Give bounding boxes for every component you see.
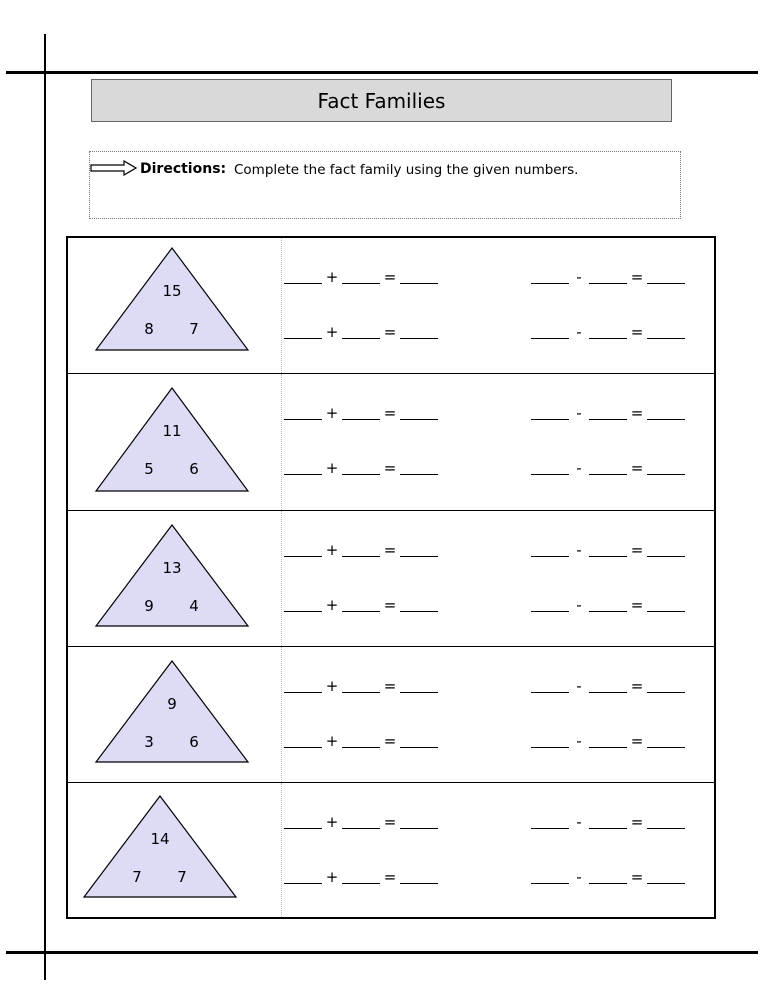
subtraction-equation (531, 460, 685, 475)
answer-blank[interactable] (284, 869, 322, 884)
equals-sign: = (383, 323, 397, 341)
triangle-right-number: 6 (189, 733, 199, 751)
subtraction-equation (531, 814, 685, 829)
subtraction-equation (531, 597, 685, 612)
answer-blank[interactable] (589, 733, 627, 748)
minus-sign: - (576, 813, 582, 831)
triangle-top-number: 15 (162, 282, 182, 300)
answer-blank[interactable] (647, 597, 685, 612)
answer-blank[interactable] (342, 678, 380, 693)
triangle-left-number: 3 (144, 733, 154, 751)
number-triangle (96, 374, 256, 498)
answer-blank[interactable] (647, 678, 685, 693)
plus-sign: + (325, 404, 339, 422)
directions-text: Complete the fact family using the given numbers. (234, 162, 579, 178)
subtraction-equation (531, 678, 685, 693)
subtraction-equation (531, 405, 685, 420)
minus-sign: - (576, 868, 582, 886)
fact-family-row (68, 783, 714, 917)
answer-blank[interactable] (284, 814, 322, 829)
answer-blank[interactable] (400, 405, 438, 420)
answer-blank[interactable] (531, 460, 569, 475)
answer-blank[interactable] (284, 460, 322, 475)
answer-blank[interactable] (531, 733, 569, 748)
subtraction-equation (531, 324, 685, 339)
directions-box (89, 151, 681, 219)
answer-blank[interactable] (342, 733, 380, 748)
fact-family-row (68, 647, 714, 783)
answer-blank[interactable] (531, 324, 569, 339)
addition-equation (284, 542, 438, 557)
minus-sign: - (576, 323, 582, 341)
equals-sign: = (383, 541, 397, 559)
answer-blank[interactable] (647, 460, 685, 475)
plus-sign: + (325, 868, 339, 886)
plus-sign: + (325, 596, 339, 614)
equals-sign: = (630, 677, 644, 695)
answer-blank[interactable] (342, 597, 380, 612)
equals-sign: = (630, 459, 644, 477)
answer-blank[interactable] (647, 405, 685, 420)
answer-blank[interactable] (531, 269, 569, 284)
triangle-right-number: 7 (189, 320, 199, 338)
triangle-top-number: 13 (162, 559, 182, 577)
title-text: Fact Families (317, 88, 446, 113)
plus-sign: + (325, 541, 339, 559)
fact-family-grid (66, 236, 716, 919)
answer-blank[interactable] (589, 678, 627, 693)
answer-blank[interactable] (284, 678, 322, 693)
answer-blank[interactable] (284, 405, 322, 420)
number-triangle (96, 238, 256, 362)
addition-equation (284, 814, 438, 829)
answer-blank[interactable] (342, 405, 380, 420)
subtraction-equation (531, 269, 685, 284)
equals-sign: = (383, 813, 397, 831)
column-divider (281, 647, 282, 782)
answer-blank[interactable] (531, 597, 569, 612)
equals-sign: = (630, 868, 644, 886)
answer-blank[interactable] (342, 269, 380, 284)
answer-blank[interactable] (589, 869, 627, 884)
answer-blank[interactable] (400, 324, 438, 339)
answer-blank[interactable] (647, 324, 685, 339)
plus-sign: + (325, 323, 339, 341)
triangle-top-number: 11 (162, 422, 182, 440)
plus-sign: + (325, 732, 339, 750)
minus-sign: - (576, 732, 582, 750)
fact-family-row (68, 511, 714, 647)
answer-blank[interactable] (589, 460, 627, 475)
column-divider (281, 374, 282, 510)
answer-blank[interactable] (531, 814, 569, 829)
answer-blank[interactable] (284, 324, 322, 339)
answer-blank[interactable] (589, 542, 627, 557)
equals-sign: = (630, 268, 644, 286)
minus-sign: - (576, 677, 582, 695)
answer-blank[interactable] (342, 460, 380, 475)
column-divider (281, 511, 282, 646)
answer-blank[interactable] (284, 597, 322, 612)
equals-sign: = (630, 323, 644, 341)
number-triangle (84, 783, 244, 907)
answer-blank[interactable] (589, 597, 627, 612)
number-triangle (96, 647, 256, 771)
equals-sign: = (383, 459, 397, 477)
subtraction-equation (531, 542, 685, 557)
answer-blank[interactable] (400, 678, 438, 693)
answer-blank[interactable] (342, 542, 380, 557)
answer-blank[interactable] (400, 460, 438, 475)
answer-blank[interactable] (647, 869, 685, 884)
worksheet-title (91, 79, 672, 122)
triangle-left-number: 8 (144, 320, 154, 338)
answer-blank[interactable] (531, 542, 569, 557)
minus-sign: - (576, 404, 582, 422)
equals-sign: = (630, 404, 644, 422)
fact-family-row (68, 238, 714, 374)
answer-blank[interactable] (531, 678, 569, 693)
triangle-top-number: 9 (167, 695, 177, 713)
triangle-left-number: 7 (132, 868, 142, 886)
top-rule (6, 71, 758, 74)
equals-sign: = (630, 732, 644, 750)
answer-blank[interactable] (284, 542, 322, 557)
equals-sign: = (383, 404, 397, 422)
answer-blank[interactable] (342, 814, 380, 829)
minus-sign: - (576, 459, 582, 477)
addition-equation (284, 269, 438, 284)
answer-blank[interactable] (342, 324, 380, 339)
addition-equation (284, 405, 438, 420)
addition-equation (284, 324, 438, 339)
triangle-right-number: 4 (189, 597, 199, 615)
equals-sign: = (630, 813, 644, 831)
answer-blank[interactable] (400, 814, 438, 829)
answer-blank[interactable] (647, 542, 685, 557)
answer-blank[interactable] (589, 269, 627, 284)
answer-blank[interactable] (589, 405, 627, 420)
answer-blank[interactable] (589, 814, 627, 829)
answer-blank[interactable] (647, 269, 685, 284)
triangle-right-number: 6 (189, 460, 199, 478)
minus-sign: - (576, 541, 582, 559)
addition-equation (284, 733, 438, 748)
answer-blank[interactable] (647, 814, 685, 829)
answer-blank[interactable] (284, 269, 322, 284)
plus-sign: + (325, 813, 339, 831)
plus-sign: + (325, 459, 339, 477)
answer-blank[interactable] (342, 869, 380, 884)
fact-family-row (68, 374, 714, 511)
answer-blank[interactable] (400, 542, 438, 557)
triangle-top-number: 14 (150, 830, 170, 848)
equals-sign: = (630, 541, 644, 559)
answer-blank[interactable] (647, 733, 685, 748)
equals-sign: = (383, 868, 397, 886)
equals-sign: = (383, 268, 397, 286)
equals-sign: = (383, 677, 397, 695)
plus-sign: + (325, 677, 339, 695)
minus-sign: - (576, 596, 582, 614)
plus-sign: + (325, 268, 339, 286)
triangle-left-number: 5 (144, 460, 154, 478)
column-divider (281, 783, 282, 917)
subtraction-equation (531, 869, 685, 884)
column-divider (281, 238, 282, 373)
minus-sign: - (576, 268, 582, 286)
equals-sign: = (630, 596, 644, 614)
addition-equation (284, 597, 438, 612)
answer-blank[interactable] (589, 324, 627, 339)
addition-equation (284, 869, 438, 884)
triangle-left-number: 9 (144, 597, 154, 615)
equals-sign: = (383, 732, 397, 750)
answer-blank[interactable] (531, 869, 569, 884)
margin-line (44, 34, 46, 980)
arrow-icon (90, 160, 138, 176)
triangle-right-number: 7 (177, 868, 187, 886)
equals-sign: = (383, 596, 397, 614)
directions-label: Directions: (140, 161, 227, 177)
subtraction-equation (531, 733, 685, 748)
answer-blank[interactable] (531, 405, 569, 420)
answer-blank[interactable] (400, 733, 438, 748)
answer-blank[interactable] (400, 869, 438, 884)
answer-blank[interactable] (400, 597, 438, 612)
addition-equation (284, 460, 438, 475)
answer-blank[interactable] (400, 269, 438, 284)
bottom-rule (6, 951, 758, 954)
addition-equation (284, 678, 438, 693)
number-triangle (96, 511, 256, 635)
answer-blank[interactable] (284, 733, 322, 748)
